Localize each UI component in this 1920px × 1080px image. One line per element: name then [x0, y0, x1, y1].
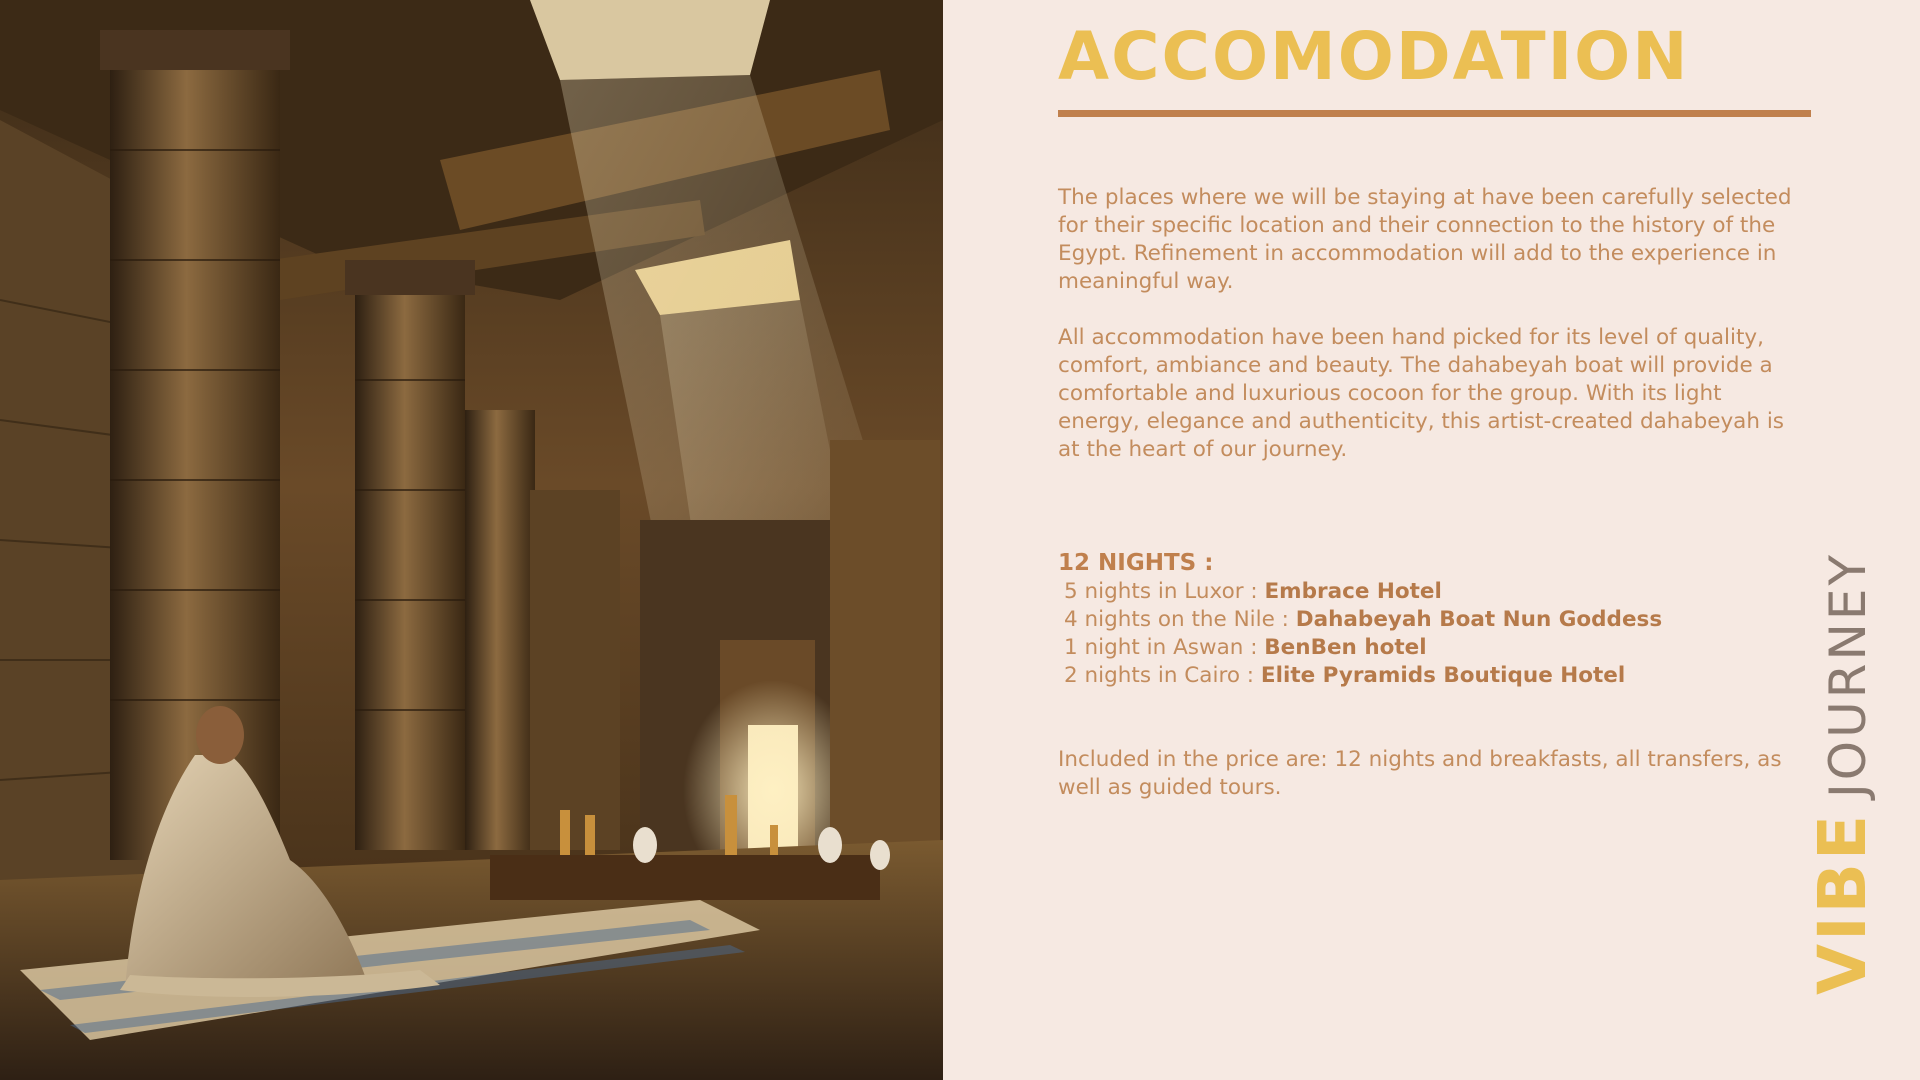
- nights-heading: 12 NIGHTS :: [1058, 550, 1214, 576]
- included-note: Included in the price are: 12 nights and breakfasts, all transfers, as well as guided tours.: [1058, 747, 1782, 800]
- brand-word-vibe: VIBE: [1804, 811, 1881, 995]
- stay-item-cairo: [1058, 662, 1818, 690]
- stay-hotel: Embrace Hotel: [1264, 579, 1442, 604]
- temple-illustration: [0, 0, 943, 1080]
- stay-hotel: Dahabeyah Boat Nun Goddess: [1295, 607, 1663, 632]
- stay-place: 4 nights on the Nile :: [1064, 607, 1296, 632]
- intro-paragraph-2: All accommodation have been hand picked for its level of quality, comfort, ambiance and beauty. The dahabeyah boat will provide a comfortable and luxurious cocoon for the group. With its light energy, elegance and authenticity, this artist-created dahabeyah is at the heart of our journey.: [1058, 325, 1784, 462]
- brand-logo: [1804, 551, 1881, 995]
- page-title: ACCOMODATION: [1058, 18, 1690, 95]
- accommodation-section: [1058, 0, 1818, 1080]
- stay-item-luxor: [1058, 578, 1818, 606]
- stay-list: [1058, 578, 1818, 690]
- stay-place: 2 nights in Cairo :: [1064, 663, 1261, 688]
- stay-hotel: BenBen hotel: [1264, 635, 1427, 660]
- stay-item-nile: [1058, 606, 1818, 634]
- temple-interior-image: [0, 0, 943, 1080]
- stay-place: 5 nights in Luxor :: [1064, 579, 1265, 604]
- stay-item-aswan: [1058, 634, 1818, 662]
- nights-summary: [1058, 548, 1818, 690]
- title-divider: [1058, 110, 1811, 117]
- stay-hotel: Elite Pyramids Boutique Hotel: [1260, 663, 1626, 688]
- intro-paragraph-1: The places where we will be staying at have been carefully selected for their specific location and their connection to the history of the Egypt. Refinement in accommodation will add to the experience in meaningful way.: [1058, 185, 1792, 294]
- stay-place: 1 night in Aswan :: [1064, 635, 1265, 660]
- brand-word-journey: JOURNEY: [1819, 551, 1877, 798]
